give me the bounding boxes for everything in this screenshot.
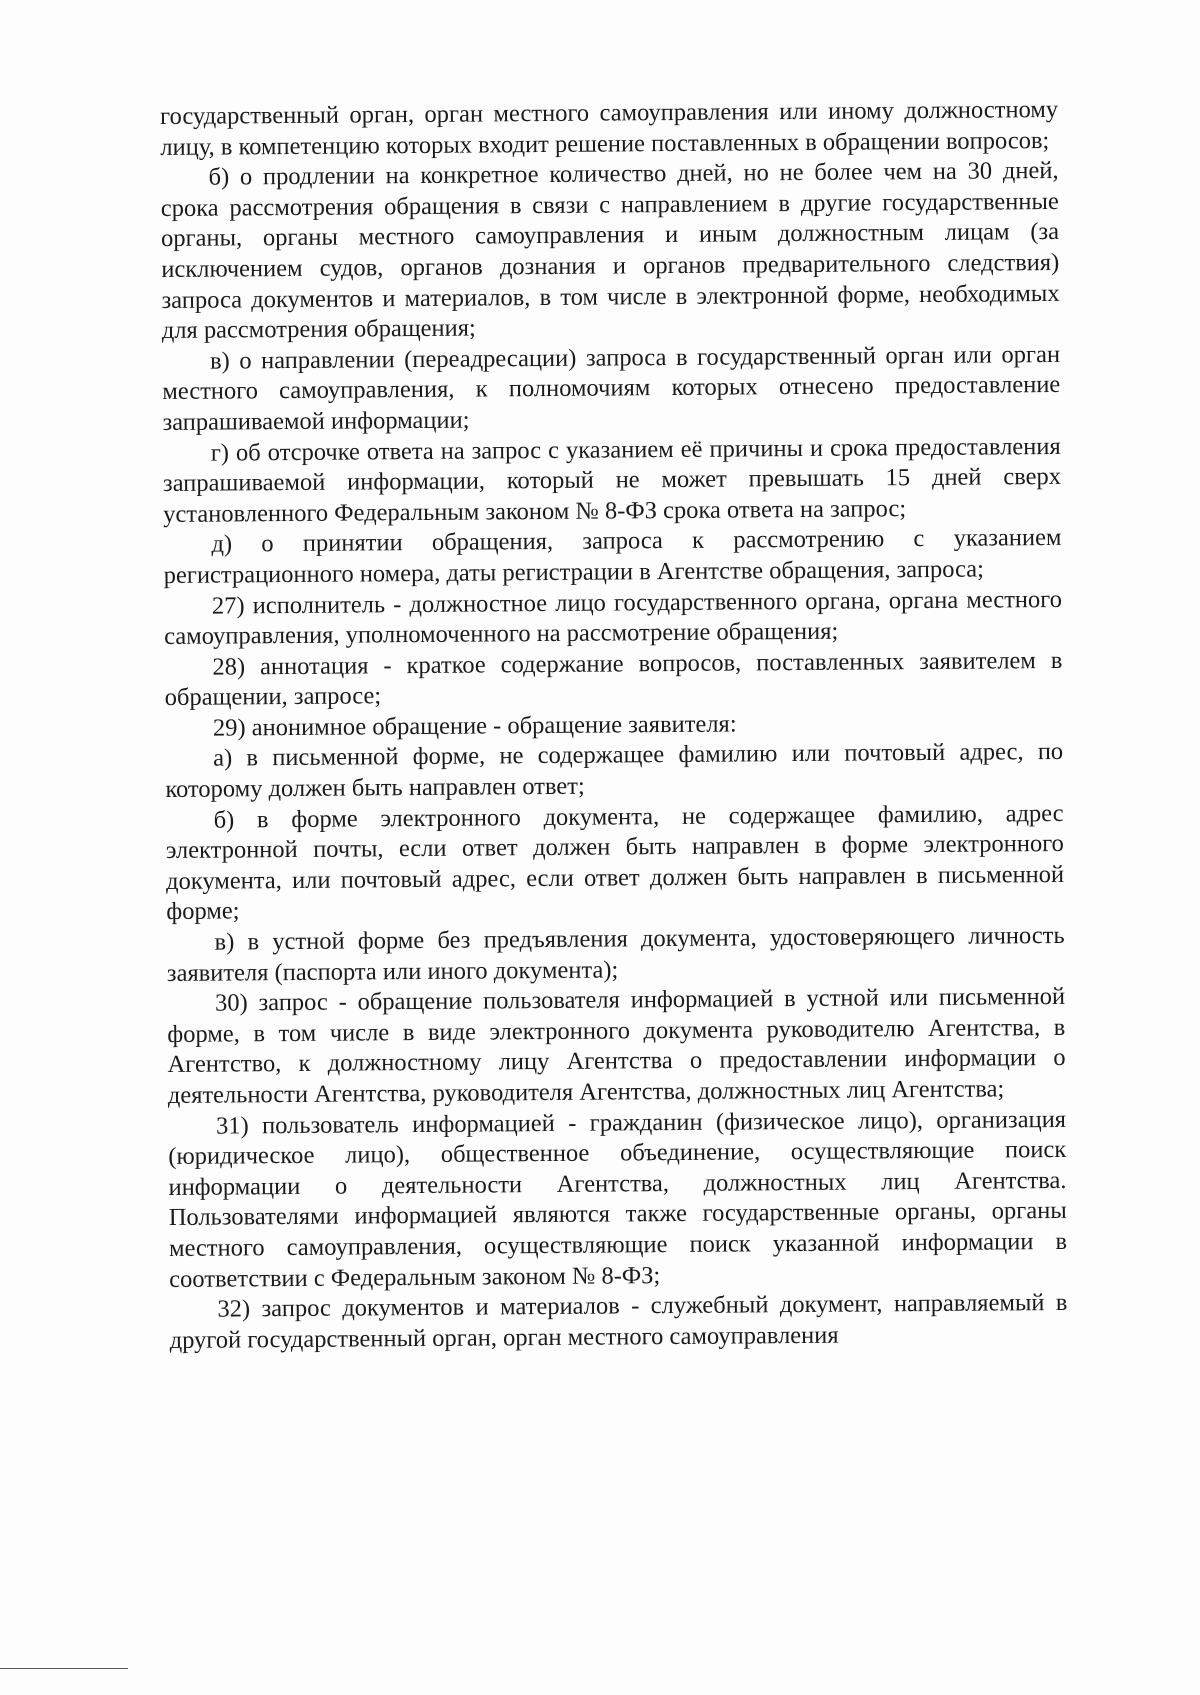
paragraph-item-g-deferral: г) об отсрочке ответа на запрос с указанием её причины и срока предоставления запрашиваемой информации, который не может превышать 15 дней сверх установленного Федеральным законом № 8-ФЗ срока ответа на запрос; — [162, 432, 1062, 528]
document-body — [160, 95, 1068, 1356]
paragraph-item-32-document-request: 32) запрос документов и материалов - служебный документ, направляемый в другой государственный орган, орган местного самоуправления — [169, 1289, 1068, 1354]
paragraph-item-29v-oral: в) в устной форме без предъявления документа, удостоверяющего личность заявителя (паспорта или иного документа); — [166, 921, 1065, 987]
paragraph-item-29a-written: а) в письменной форме, не содержащее фамилию или почтовый адрес, по которому должен быть направлен ответ; — [165, 738, 1064, 804]
paragraph-item-30-request: 30) запрос - обращение пользователя информацией в устной или письменной форме, в том числе в виде электронного документа руководителю Агентства, в Агентство, к должностному лицу Агентства о предоставлении информации о деятельности Агентства, руководителя Агентства, должностных лиц Агентства; — [167, 983, 1066, 1109]
paragraph-item-31-user: 31) пользователь информацией - гражданин (физическое лицо), организация (юридическое лицо), общественное объединение, осуществляющие поиск информации о деятельности Агентства, должностных лиц Агентства. Пользователями информацией являются также государственные органы, органы местного самоуправления, осуществляющие поиск указанной информации в соответствии с Федеральным законом № 8-ФЗ; — [168, 1105, 1068, 1293]
paragraph-item-29b-electronic: б) в форме электронного документа, не содержащее фамилию, адрес электронной почты, если ответ должен быть направлен в форме электронного документа, или почтовый адрес, если ответ должен быть направлен в письменной форме; — [165, 799, 1065, 926]
paragraph-item-29-anonymous: 29) анонимное обращение - обращение заявителя: — [212, 710, 737, 742]
footnote-rule — [0, 1668, 128, 1669]
paragraph-item-v-redirect: в) о направлении (переадресации) запроса в государственный орган или орган местного самоуправления, к полномочиям которых отнесено предоставление запрашиваемой информации; — [162, 340, 1061, 436]
paragraph-item-b-extension: б) о продлении на конкретное количество дней, но не более чем на 30 дней, срока рассмотрения обращения в связи с направлением в другие государственные органы, органы местного самоуправления и иным должностным лицам (за исключением судов, органов дознания и органов предварительного следствия) запроса документов и материалов, в том числе в электронной форме, необходимых для рассмотрения обращения; — [160, 157, 1060, 345]
paragraph-item-28-annotation: 28) аннотация - краткое содержание вопросов, поставленных заявителем в обращении, запросе; — [164, 646, 1063, 712]
paragraph-continuation: государственный орган, орган местного самоуправления или иному должностному лицу, в компетенцию которых входит решение поставленных в обращении вопросов; — [160, 95, 1059, 161]
paragraph-item-d-acceptance: д) о принятии обращения, запроса к рассмотрению с указанием регистрационного номера, даты регистрации в Агентстве обращения, запроса; — [163, 524, 1062, 589]
paragraph-item-27-executor: 27) исполнитель - должностное лицо государственного органа, органа местного самоуправления, уполномоченного на рассмотрение обращения; — [164, 585, 1063, 651]
